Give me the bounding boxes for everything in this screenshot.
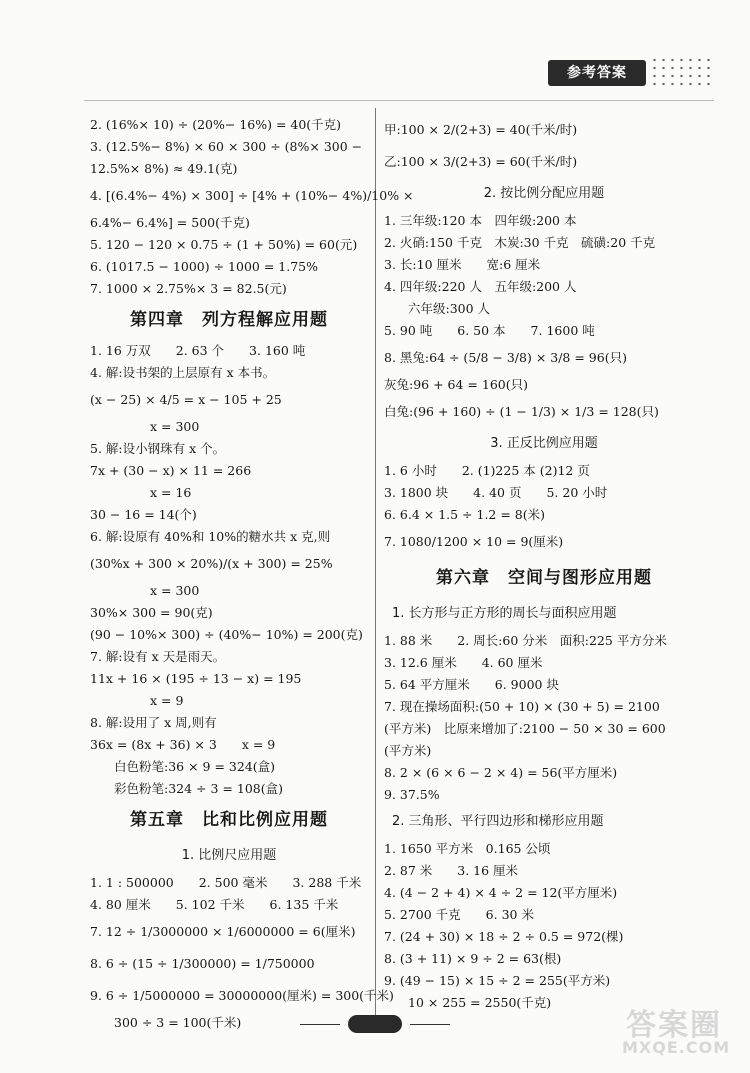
answer-line: 4. 解:设书架的上层原有 x 本书。 [90,365,276,380]
answer-line: 乙:100 × 3/(2+3) = 60(千米/时) [384,154,578,169]
answer-line: 7. 1000 × 2.75%× 3 = 82.5(元) [90,281,287,296]
section-title: 1. 比例尺应用题 [181,848,277,863]
answer-line: 36x = (8x + 36) × 3 x = 9 [90,737,276,752]
answer-line: x = 9 [150,693,184,708]
answer-line: x = 300 [150,583,200,598]
answer-line: 7. 1080/1200 × 10 = 9(厘米) [384,534,564,549]
answer-line: 1. 1 : 500000 2. 500 毫米 3. 288 千米 [90,875,362,890]
answer-line: (x − 25) × 4/5 = x − 105 + 25 [90,392,282,407]
answer-line: 1. 三年级:120 本 四年级:200 本 [384,213,577,228]
answer-line: 7. 现在操场面积:(50 + 10) × (30 + 5) = 2100 [384,699,660,714]
section-title: 1. 长方形与正方形的周长与面积应用题 [392,606,617,621]
answer-line: 2. 火硝:150 千克 木炭:30 千克 硫磺:20 千克 [384,235,656,250]
answer-line: 灰兔:96 + 64 = 160(只) [384,377,528,392]
page-footer [300,1014,450,1034]
answer-line: 11x + 16 × (195 ÷ 13 − x) = 195 [90,671,302,686]
answer-line: 白兔:(96 + 160) ÷ (1 − 1/3) × 1/3 = 128(只) [384,404,659,419]
watermark [618,1000,748,1060]
footer-rule-left [300,1024,340,1025]
answer-line: 4. (4 − 2 + 4) × 4 ÷ 2 = 12(平方厘米) [384,885,618,900]
answer-line: 8. (3 + 11) × 9 ÷ 2 = 63(根) [384,951,562,966]
answer-line: 彩色粉笔:324 ÷ 3 = 108(盒) [114,781,283,796]
answer-line: 1. 16 万双 2. 63 个 3. 160 吨 [90,343,306,358]
answer-line: 5. 解:设小钢珠有 x 个。 [90,441,226,456]
answer-line: 1. 88 米 2. 周长:60 分米 面积:225 平方分米 [384,633,667,648]
answer-line: 2. 87 米 3. 16 厘米 [384,863,519,878]
answer-key-logo: 参考答案 [548,60,646,86]
answer-line: 2. (16%× 10) ÷ (20%− 16%) = 40(千克) [90,117,342,132]
answer-line: 6. 6.4 × 1.5 ÷ 1.2 = 8(米) [384,507,546,522]
answer-line: 300 ÷ 3 = 100(千米) [114,1015,242,1030]
watermark-url: MXQE.COM [622,1038,731,1057]
answer-line: x = 16 [150,485,192,500]
answer-line: 5. 64 平方厘米 6. 9000 块 [384,677,559,692]
section-title: 3. 正反比例应用题 [490,436,598,451]
answer-line: 7. (24 + 30) × 18 ÷ 2 ÷ 0.5 = 972(棵) [384,929,624,944]
answer-line: 10 × 255 = 2550(千克) [408,995,552,1010]
answer-line: 6.4%− 6.4%] = 500(千克) [90,215,250,230]
chapter-title: 第五章 比和比例应用题 [130,810,328,830]
answer-line: 12.5%× 8%) ≈ 49.1(克) [90,161,238,176]
answer-line: 8. 6 ÷ (15 ÷ 1/300000) = 1/750000 [90,956,315,971]
answer-line: 4. 80 厘米 5. 102 千米 6. 135 千米 [90,897,339,912]
answer-line: 7x + (30 − x) × 11 = 266 [90,463,252,478]
column-divider [375,108,376,1024]
section-title: 2. 三角形、平行四边形和梯形应用题 [392,814,604,829]
answer-line: 甲:100 × 2/(2+3) = 40(千米/时) [384,122,578,137]
answer-line: 9. 6 ÷ 1/5000000 = 30000000(厘米) = 300(千米) [90,988,394,1003]
answer-line: 4. [(6.4%− 4%) × 300] ÷ [4% + (10%− 4%)/10% × [90,188,414,203]
page-number-badge [348,1015,402,1033]
answer-line: (平方米) [384,743,432,758]
answer-line: 白色粉笔:36 × 9 = 324(盒) [114,759,276,774]
watermark-logo-text: 答案圈 [626,1008,722,1043]
answer-line: x = 300 [150,419,200,434]
answer-line: 8. 解:设用了 x 周,则有 [90,715,217,730]
answer-line: 30 − 16 = 14(个) [90,507,197,522]
answer-line: 1. 1650 平方米 0.165 公顷 [384,841,551,856]
answer-line: 5. 90 吨 6. 50 本 7. 1600 吨 [384,323,595,338]
answer-line: 5. 120 − 120 × 0.75 ÷ (1 + 50%) = 60(元) [90,237,358,252]
footer-rule-right [410,1024,450,1025]
answer-line: 7. 解:设有 x 天是雨天。 [90,649,226,664]
answer-line: 4. 四年级:220 人 五年级:200 人 [384,279,577,294]
header-divider [84,100,714,101]
answer-line: 3. 长:10 厘米 宽:6 厘米 [384,257,541,272]
header-decoration [650,56,714,90]
section-title: 2. 按比例分配应用题 [483,186,605,201]
answer-line: 3. 12.6 厘米 4. 60 厘米 [384,655,543,670]
answer-line: 8. 黑兔:64 ÷ (5/8 − 3/8) × 3/8 = 96(只) [384,350,627,365]
answer-line: 3. 1800 块 4. 40 页 5. 20 小时 [384,485,608,500]
answer-line: 9. 37.5% [384,787,440,802]
answer-line: 六年级:300 人 [408,301,491,316]
answer-line: (90 − 10%× 300) ÷ (40%− 10%) = 200(克) [90,627,363,642]
answer-line: 30%× 300 = 90(克) [90,605,213,620]
chapter-title: 第四章 列方程解应用题 [130,310,328,330]
answer-line: 5. 2700 千克 6. 30 米 [384,907,534,922]
answer-line: 1. 6 小时 2. (1)225 本 (2)12 页 [384,463,590,478]
answer-line: (平方米) 比原来增加了:2100 − 50 × 30 = 600 [384,721,666,736]
answer-line: (30%x + 300 × 20%)/(x + 300) = 25% [90,556,333,571]
right-column [384,114,704,1014]
answer-line: 3. (12.5%− 8%) × 60 × 300 ÷ (8%× 300 − [90,139,363,154]
answer-line: 8. 2 × (6 × 6 − 2 × 4) = 56(平方厘米) [384,765,618,780]
answer-line: 6. (1017.5 − 1000) ÷ 1000 = 1.75% [90,259,318,274]
answer-line: 9. (49 − 15) × 15 ÷ 2 = 255(平方米) [384,973,611,988]
chapter-title: 第六章 空间与图形应用题 [436,568,652,588]
answer-line: 7. 12 ÷ 1/3000000 × 1/6000000 = 6(厘米) [90,924,356,939]
answer-line: 6. 解:设原有 40%和 10%的糖水共 x 克,则 [90,529,331,544]
